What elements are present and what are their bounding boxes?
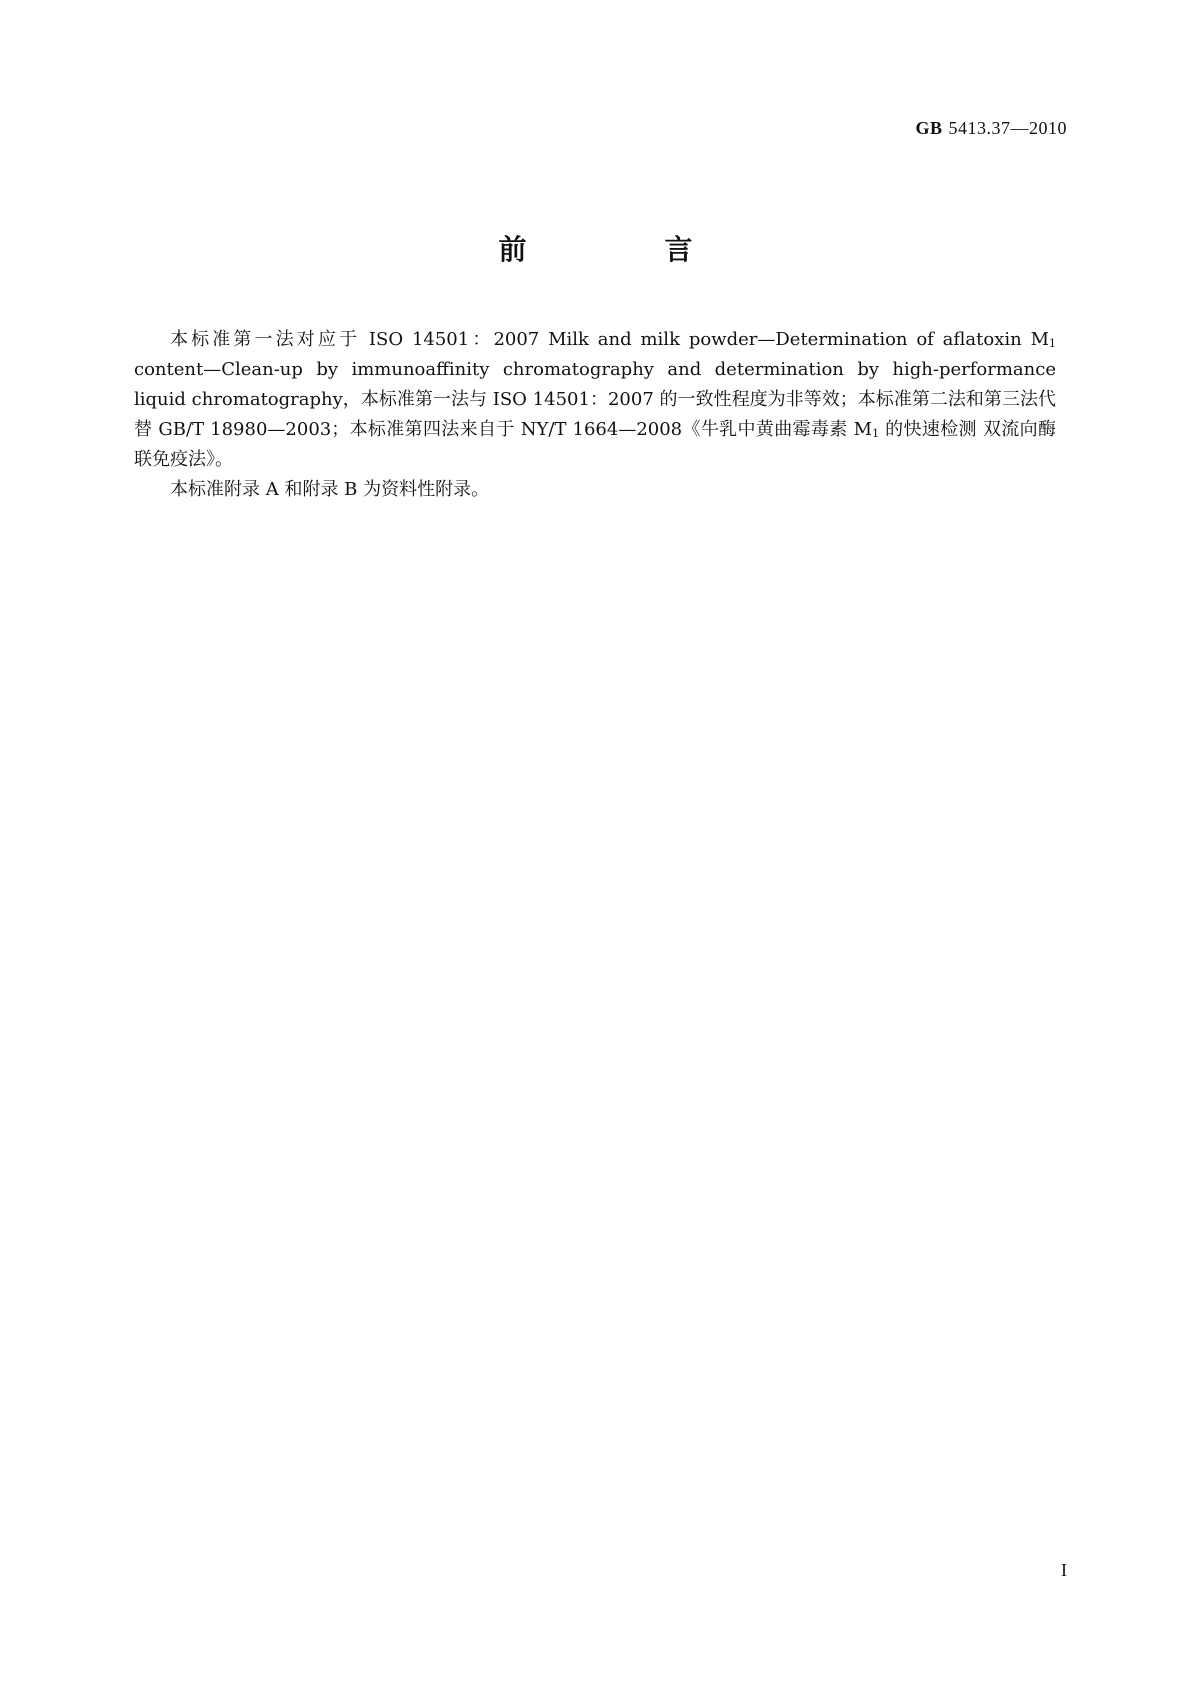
paragraph-1-text-a: 本标准第一法对应于 ISO 14501：2007 Milk and milk powder—Determination of aflatoxin M [170, 329, 1049, 350]
page-title: 前 言 [498, 233, 748, 266]
standard-code [915, 118, 1067, 139]
subscript-2: 1 [872, 427, 880, 440]
standard-code-number: 5413.37—2010 [948, 118, 1067, 138]
foreword-paragraph-2: 本标准附录 A 和附录 B 为资料性附录。 [170, 479, 490, 500]
paragraph-1-text-c: 的快速检测 双流向酶联免疫法》。 [134, 419, 1056, 470]
standard-code-prefix: GB [915, 118, 943, 138]
page-number: I [1061, 1560, 1067, 1580]
subscript-1: 1 [1049, 337, 1056, 350]
foreword-paragraph-1 [134, 325, 1056, 475]
paragraph-1-text-b: content—Clean-up by immunoaffinity chromatography and determination by high-performance liquid chromatography，本标准第一法与 ISO 14501：2007 的一致性程度为非等效；本标准第二法和第三法代替 GB/T 18980—2003；本标准第四法来自于 NY/T 1664—2008《牛乳中黄曲霉毒素 M [134, 359, 1056, 440]
foreword-body [134, 325, 1056, 505]
